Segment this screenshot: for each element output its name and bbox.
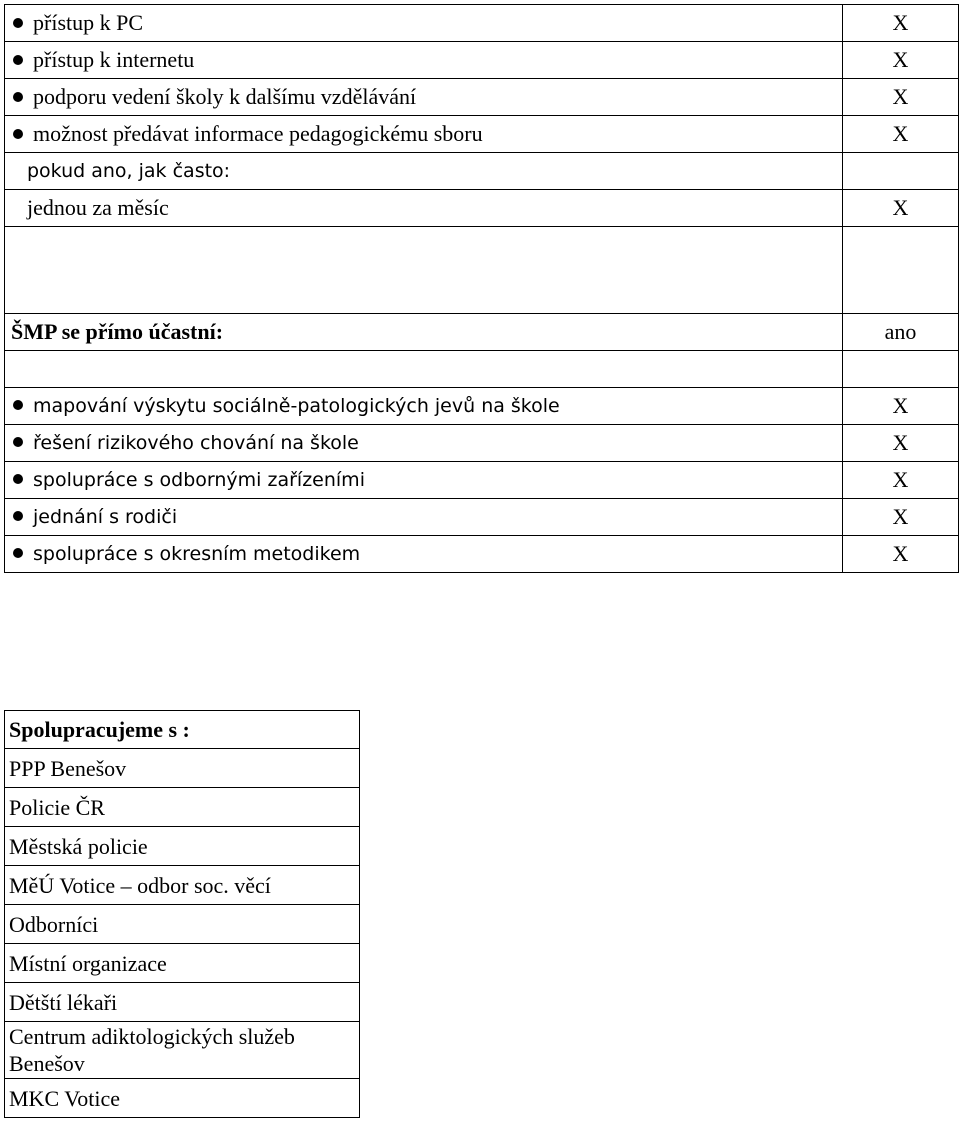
table-row-spacer xyxy=(5,227,959,314)
row-label: řešení rizikového chování na škole xyxy=(5,425,843,462)
partner-item: Centrum adiktologických služeb Benešov xyxy=(5,1022,360,1079)
row-label: přístup k PC xyxy=(5,5,843,42)
empty-cell xyxy=(5,351,843,388)
table-row xyxy=(5,711,360,749)
row-mark-empty xyxy=(843,153,959,190)
empty-cell xyxy=(5,227,843,314)
table-row xyxy=(5,190,959,227)
table-row xyxy=(5,314,959,351)
partners-table xyxy=(4,710,360,1118)
table-row xyxy=(5,788,360,827)
smp-heading: ŠMP se přímo účastní: xyxy=(5,314,843,351)
partner-item: Místní organizace xyxy=(5,944,360,983)
partner-item: MěÚ Votice – odbor soc. věcí xyxy=(5,866,360,905)
row-mark: X xyxy=(843,116,959,153)
row-label: přístup k internetu xyxy=(5,42,843,79)
row-mark: X xyxy=(843,462,959,499)
row-mark: X xyxy=(843,499,959,536)
row-label: spolupráce s odbornými zařízeními xyxy=(5,462,843,499)
row-label: spolupráce s okresním metodikem xyxy=(5,536,843,573)
bullet-icon xyxy=(13,18,23,28)
table-row xyxy=(5,1022,360,1079)
table-row xyxy=(5,827,360,866)
row-label: možnost předávat informace pedagogickému sboru xyxy=(5,116,843,153)
row-mark: X xyxy=(843,42,959,79)
bullet-icon xyxy=(13,129,23,139)
table-row xyxy=(5,79,959,116)
table-row xyxy=(5,983,360,1022)
table-row xyxy=(5,153,959,190)
table-row xyxy=(5,1079,360,1118)
bullet-icon xyxy=(13,92,23,102)
row-label: podporu vedení školy k dalšímu vzdělávání xyxy=(5,79,843,116)
empty-cell xyxy=(843,351,959,388)
table-row xyxy=(5,536,959,573)
partner-item: PPP Benešov xyxy=(5,749,360,788)
table-row xyxy=(5,116,959,153)
partner-item: Odborníci xyxy=(5,905,360,944)
bullet-icon xyxy=(13,55,23,65)
empty-cell xyxy=(843,227,959,314)
table-row xyxy=(5,499,959,536)
row-mark: X xyxy=(843,5,959,42)
table-row xyxy=(5,425,959,462)
table-row xyxy=(5,866,360,905)
frequency-mark: X xyxy=(843,190,959,227)
bullet-icon xyxy=(13,548,23,558)
table-row xyxy=(5,462,959,499)
partner-item: Městská policie xyxy=(5,827,360,866)
table-row xyxy=(5,5,959,42)
row-mark: X xyxy=(843,79,959,116)
table-row xyxy=(5,944,360,983)
table-row xyxy=(5,749,360,788)
bullet-icon xyxy=(13,400,23,410)
support-table xyxy=(4,4,959,573)
row-mark: X xyxy=(843,536,959,573)
partners-heading: Spolupracujeme s : xyxy=(5,711,360,749)
partner-item: Policie ČR xyxy=(5,788,360,827)
table-row xyxy=(5,905,360,944)
row-mark: X xyxy=(843,388,959,425)
smp-answer: ano xyxy=(843,314,959,351)
partner-item: Dětští lékaři xyxy=(5,983,360,1022)
table-row-spacer xyxy=(5,351,959,388)
partner-item: MKC Votice xyxy=(5,1079,360,1118)
bullet-icon xyxy=(13,511,23,521)
row-mark: X xyxy=(843,425,959,462)
bullet-icon xyxy=(13,437,23,447)
bullet-icon xyxy=(13,474,23,484)
frequency-label: pokud ano, jak často: xyxy=(5,153,843,190)
frequency-value: jednou za měsíc xyxy=(5,190,843,227)
row-label: mapování výskytu sociálně-patologických jevů na škole xyxy=(5,388,843,425)
row-label: jednání s rodiči xyxy=(5,499,843,536)
table-row xyxy=(5,388,959,425)
table-row xyxy=(5,42,959,79)
